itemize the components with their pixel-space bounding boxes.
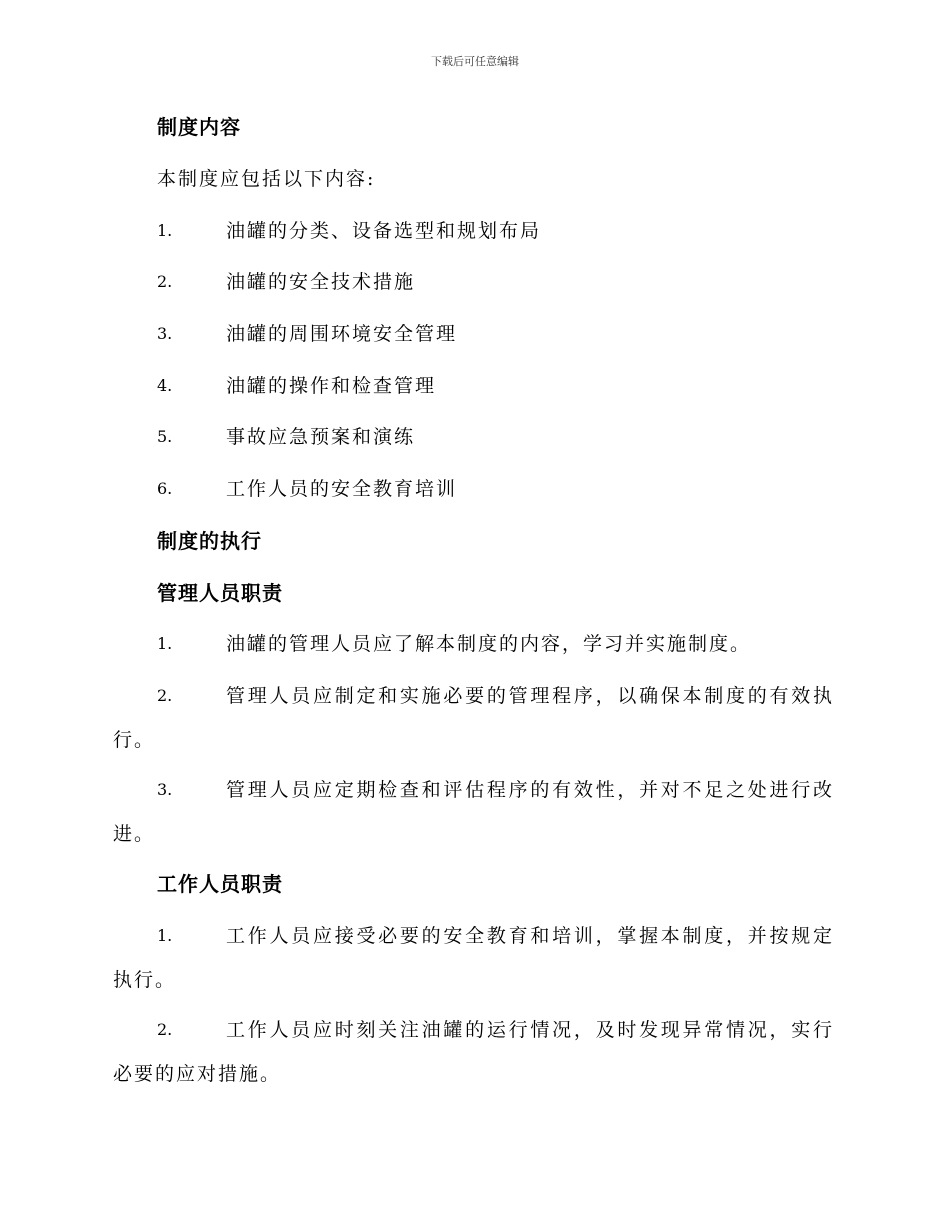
list-number: 5. [157,427,173,446]
section-title-content: 制度内容 [157,115,241,139]
list-item [0,217,950,245]
list-text-line-1: 工作人员应接受必要的安全教育和培训，掌握本制度，并按规定 [226,925,832,947]
subsection-title-managers: 管理人员职责 [157,581,283,605]
list-text: 油罐的管理人员应了解本制度的内容，学习并实施制度。 [226,633,752,655]
list-text: 油罐的分类、设备选型和规划布局 [226,220,542,242]
list-number: 4. [157,376,173,395]
list-text-line-2: 行。 [113,729,156,751]
list-item [0,630,950,658]
list-number: 3. [157,780,173,799]
list-number: 1. [157,634,173,653]
list-number: 2. [157,1020,173,1039]
list-item [0,423,950,451]
list-number: 2. [157,686,173,705]
list-item [0,922,950,994]
list-text-line-2: 必要的应对措施。 [113,1063,282,1085]
list-item [0,1016,950,1088]
list-text-line-1: 管理人员应制定和实施必要的管理程序，以确保本制度的有效执 [226,685,832,707]
list-item [0,776,950,848]
page-header: 下载后可任意编辑 [431,55,519,68]
list-number: 6. [157,479,173,498]
list-text-line-2: 进。 [113,823,156,845]
list-number: 1. [157,926,173,945]
section-title-execution: 制度的执行 [157,529,262,553]
list-number: 1. [157,221,173,240]
list-text: 油罐的操作和检查管理 [226,375,437,397]
list-number: 3. [157,324,173,343]
list-text: 油罐的安全技术措施 [226,271,416,293]
list-text-line-2: 执行。 [113,969,177,991]
list-item [0,372,950,400]
list-item [0,320,950,348]
list-item [0,682,950,754]
list-text: 油罐的周围环境安全管理 [226,323,458,345]
subsection-title-workers: 工作人员职责 [157,872,283,896]
list-item [0,268,950,296]
list-text: 事故应急预案和演练 [226,426,416,448]
intro-paragraph: 本制度应包括以下内容: [157,168,376,190]
list-number: 2. [157,272,173,291]
list-text: 工作人员的安全教育培训 [226,478,458,500]
list-item [0,475,950,503]
list-text-line-1: 工作人员应时刻关注油罐的运行情况，及时发现异常情况，实行 [226,1019,832,1041]
list-text-line-1: 管理人员应定期检查和评估程序的有效性，并对不足之处进行改 [226,779,832,801]
